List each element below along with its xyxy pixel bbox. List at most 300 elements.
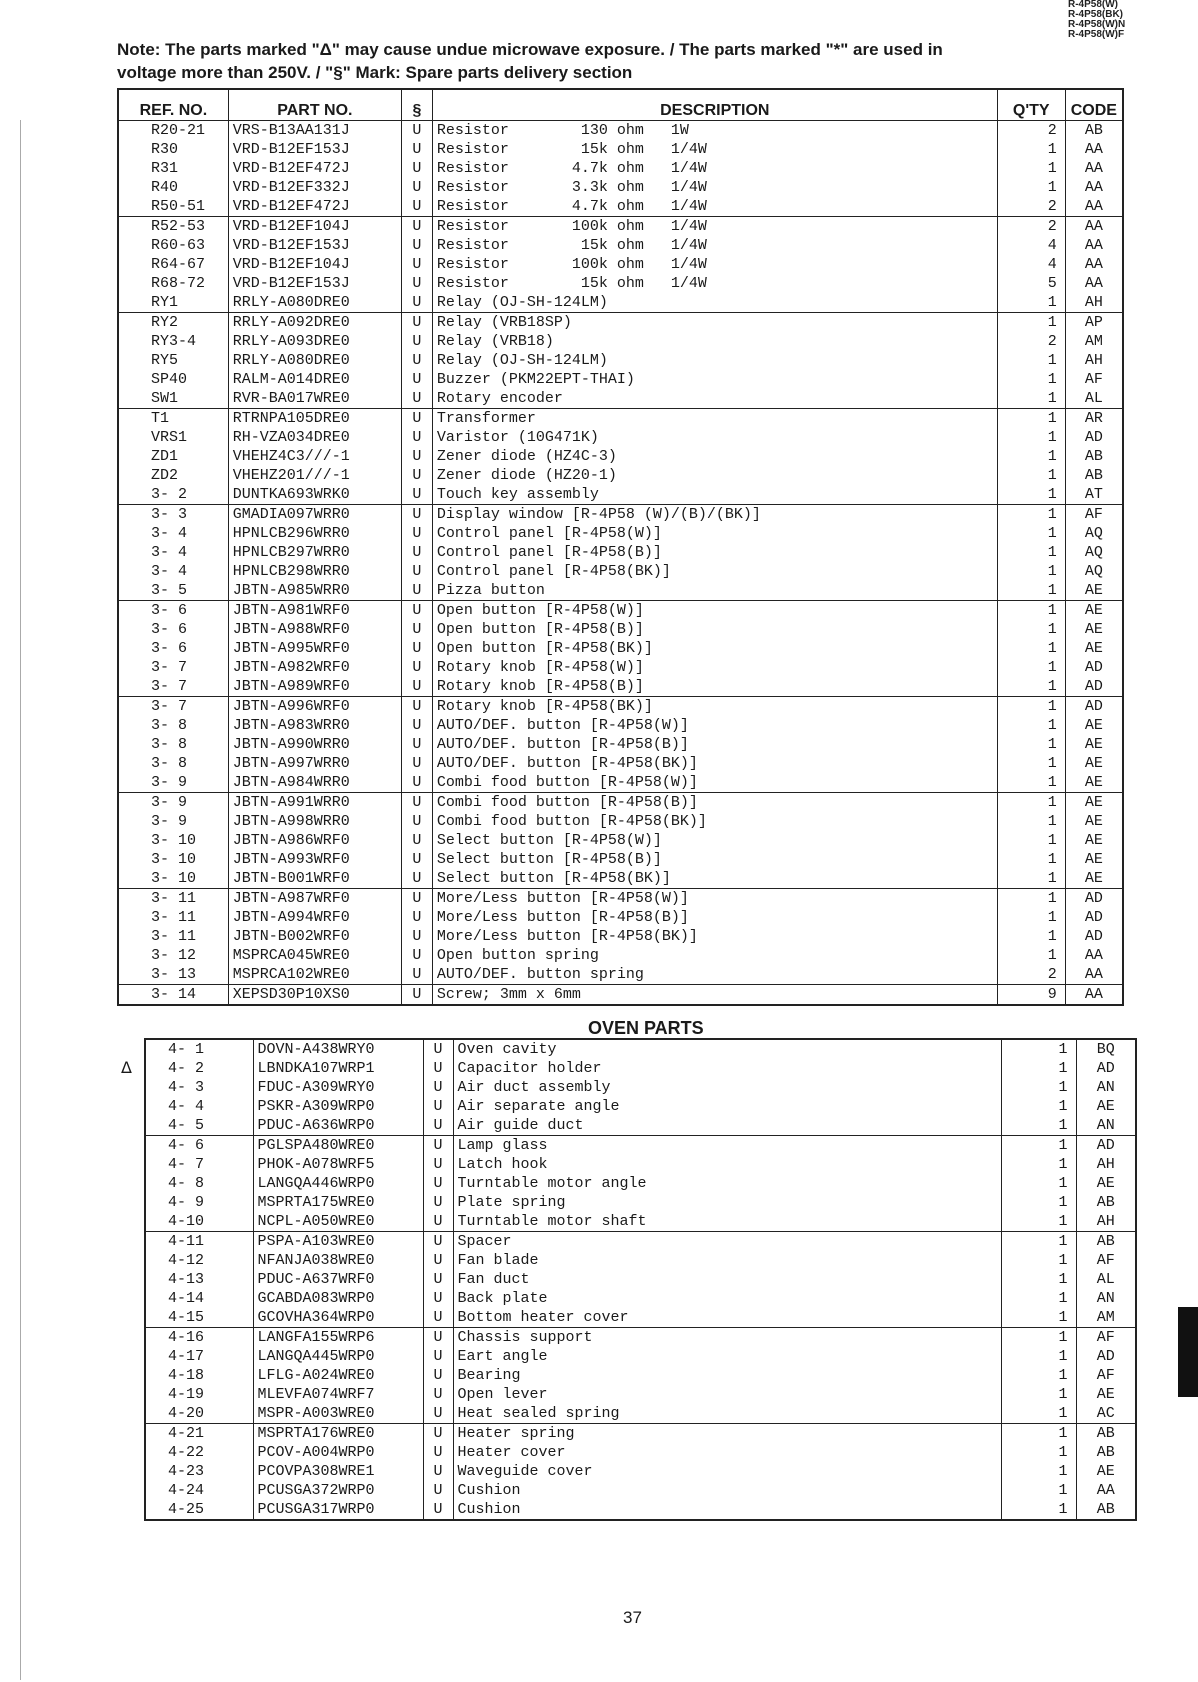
table-row xyxy=(118,658,1123,677)
price-code: AD xyxy=(1065,697,1123,717)
ref-no: 3- 7 xyxy=(118,677,228,697)
table-row xyxy=(145,1404,1136,1424)
quantity: 1 xyxy=(997,658,1065,677)
model-label: R-4P58(BK) xyxy=(1068,9,1124,20)
quantity: 2 xyxy=(997,121,1065,141)
oven-parts-title: OVEN PARTS xyxy=(588,1018,704,1038)
ref-no: ZD1 xyxy=(118,447,228,466)
description: Oven cavity xyxy=(453,1039,1001,1059)
price-code: AE xyxy=(1076,1385,1136,1404)
table-row xyxy=(145,1443,1136,1462)
ref-no: 4-15 xyxy=(145,1308,253,1328)
table-header xyxy=(118,89,1123,121)
table-row xyxy=(118,332,1123,351)
table-row xyxy=(118,850,1123,869)
section-mark: U xyxy=(423,1481,453,1500)
ref-no: 4-21 xyxy=(145,1424,253,1444)
description: Back plate xyxy=(453,1289,1001,1308)
table-row xyxy=(145,1328,1136,1348)
quantity: 5 xyxy=(997,274,1065,293)
table-row xyxy=(145,1039,1136,1059)
part-no: MSPRCA102WRE0 xyxy=(228,965,401,985)
price-code: AD xyxy=(1076,1059,1136,1078)
description: Open button [R-4P58(B)] xyxy=(432,620,997,639)
section-mark: U xyxy=(423,1424,453,1444)
description: Combi food button [R-4P58(W)] xyxy=(432,773,997,793)
table-row xyxy=(145,1251,1136,1270)
price-code: AE xyxy=(1065,754,1123,773)
quantity: 1 xyxy=(1001,1174,1076,1193)
ref-no: R31 xyxy=(118,159,228,178)
section-mark: U xyxy=(423,1193,453,1212)
table-row xyxy=(145,1097,1136,1116)
part-no: JBTN-A989WRF0 xyxy=(228,677,401,697)
ref-no: 4-20 xyxy=(145,1404,253,1424)
description: Buzzer (PKM22EPT-THAI) xyxy=(432,370,997,389)
description: Rotary encoder xyxy=(432,389,997,409)
description: Fan duct xyxy=(453,1270,1001,1289)
note-line-1: Note: The parts marked "Δ" may cause undue microwave exposure. / The parts marked "*" are used in xyxy=(117,40,943,59)
price-code: AE xyxy=(1065,716,1123,735)
section-mark: U xyxy=(401,332,432,351)
description: Heater spring xyxy=(453,1424,1001,1444)
description: Touch key assembly xyxy=(432,485,997,505)
quantity: 1 xyxy=(1001,1078,1076,1097)
description: Waveguide cover xyxy=(453,1462,1001,1481)
quantity: 1 xyxy=(1001,1155,1076,1174)
section-mark: U xyxy=(401,754,432,773)
section-mark: U xyxy=(401,140,432,159)
ref-no: RY3-4 xyxy=(118,332,228,351)
quantity: 1 xyxy=(1001,1347,1076,1366)
col-description: DESCRIPTION xyxy=(432,89,997,121)
description: Heater cover xyxy=(453,1443,1001,1462)
description: More/Less button [R-4P58(BK)] xyxy=(432,927,997,946)
part-no: VRS-B13AA131J xyxy=(228,121,401,141)
table-row xyxy=(145,1174,1136,1193)
quantity: 1 xyxy=(997,409,1065,429)
part-no: VRD-B12EF153J xyxy=(228,274,401,293)
table-body xyxy=(145,1039,1136,1520)
price-code: AE xyxy=(1065,831,1123,850)
price-code: AA xyxy=(1065,178,1123,197)
table-row xyxy=(118,466,1123,485)
quantity: 1 xyxy=(1001,1366,1076,1385)
ref-no: 3- 10 xyxy=(118,869,228,889)
ref-no: 4- 6 xyxy=(145,1136,253,1156)
ref-no: 4-11 xyxy=(145,1232,253,1252)
ref-no: 4- 7 xyxy=(145,1155,253,1174)
section-mark: U xyxy=(423,1212,453,1232)
quantity: 1 xyxy=(1001,1289,1076,1308)
part-no: VRD-B12EF104J xyxy=(228,255,401,274)
quantity: 1 xyxy=(997,581,1065,601)
part-no: VHEHZ201///-1 xyxy=(228,466,401,485)
part-no: JBTN-A983WRR0 xyxy=(228,716,401,735)
table-row xyxy=(118,389,1123,409)
quantity: 1 xyxy=(997,524,1065,543)
ref-no: 4-22 xyxy=(145,1443,253,1462)
ref-no: RY1 xyxy=(118,293,228,313)
part-no: VRD-B12EF153J xyxy=(228,140,401,159)
description: AUTO/DEF. button [R-4P58(W)] xyxy=(432,716,997,735)
price-code: AB xyxy=(1065,466,1123,485)
section-mark: U xyxy=(401,562,432,581)
section-mark: U xyxy=(401,121,432,141)
quantity: 1 xyxy=(1001,1328,1076,1348)
ref-no: 3- 7 xyxy=(118,658,228,677)
table-row xyxy=(118,716,1123,735)
section-mark: U xyxy=(401,812,432,831)
description: Plate spring xyxy=(453,1193,1001,1212)
price-code: AB xyxy=(1065,121,1123,141)
section-mark: U xyxy=(401,869,432,889)
part-no: DOVN-A438WRY0 xyxy=(253,1039,423,1059)
part-no: HPNLCB297WRR0 xyxy=(228,543,401,562)
table-row xyxy=(118,524,1123,543)
section-mark: U xyxy=(423,1462,453,1481)
description: Bearing xyxy=(453,1366,1001,1385)
ref-no: 4-13 xyxy=(145,1270,253,1289)
part-no: FDUC-A309WRY0 xyxy=(253,1078,423,1097)
section-mark: U xyxy=(423,1116,453,1136)
section-mark: U xyxy=(423,1289,453,1308)
description: Resistor 15k ohm 1/4W xyxy=(432,140,997,159)
description: Relay (OJ-SH-124LM) xyxy=(432,351,997,370)
price-code: AH xyxy=(1065,351,1123,370)
ref-no: R30 xyxy=(118,140,228,159)
table-row xyxy=(145,1270,1136,1289)
description: Air separate angle xyxy=(453,1097,1001,1116)
table-row xyxy=(118,639,1123,658)
table-row xyxy=(145,1308,1136,1328)
ref-no: T1 xyxy=(118,409,228,429)
part-no: HPNLCB296WRR0 xyxy=(228,524,401,543)
section-mark: U xyxy=(401,255,432,274)
price-code: AB xyxy=(1076,1500,1136,1520)
section-mark: U xyxy=(423,1039,453,1059)
part-no: VRD-B12EF153J xyxy=(228,236,401,255)
ref-no: R20-21 xyxy=(118,121,228,141)
section-mark: U xyxy=(401,236,432,255)
ref-no: 3- 8 xyxy=(118,716,228,735)
quantity: 1 xyxy=(997,697,1065,717)
price-code: AF xyxy=(1065,370,1123,389)
section-tab-marker xyxy=(1178,1307,1198,1397)
ref-no: R50-51 xyxy=(118,197,228,217)
quantity: 1 xyxy=(1001,1116,1076,1136)
table-row xyxy=(118,217,1123,237)
section-mark: U xyxy=(423,1174,453,1193)
ref-no: 4- 4 xyxy=(145,1097,253,1116)
description: Turntable motor angle xyxy=(453,1174,1001,1193)
description: Rotary knob [R-4P58(B)] xyxy=(432,677,997,697)
ref-no: 4- 8 xyxy=(145,1174,253,1193)
part-no: NCPL-A050WRE0 xyxy=(253,1212,423,1232)
table-row xyxy=(118,351,1123,370)
table-row xyxy=(118,255,1123,274)
ref-no: SP40 xyxy=(118,370,228,389)
table-row xyxy=(118,620,1123,639)
ref-no: 4-17 xyxy=(145,1347,253,1366)
part-no: JBTN-A996WRF0 xyxy=(228,697,401,717)
quantity: 1 xyxy=(1001,1039,1076,1059)
table-row xyxy=(145,1078,1136,1097)
table-row xyxy=(145,1424,1136,1444)
section-mark: U xyxy=(423,1404,453,1424)
ref-no: 3- 12 xyxy=(118,946,228,965)
section-mark: U xyxy=(401,370,432,389)
ref-no: 4- 2 xyxy=(145,1059,253,1078)
part-no: JBTN-A982WRF0 xyxy=(228,658,401,677)
description: Transformer xyxy=(432,409,997,429)
section-mark: U xyxy=(401,159,432,178)
quantity: 1 xyxy=(997,389,1065,409)
description: Control panel [R-4P58(BK)] xyxy=(432,562,997,581)
quantity: 1 xyxy=(1001,1097,1076,1116)
table-row xyxy=(118,543,1123,562)
model-label: R-4P58(W)F xyxy=(1068,29,1125,40)
part-no: PSKR-A309WRP0 xyxy=(253,1097,423,1116)
ref-no: ZD2 xyxy=(118,466,228,485)
description: Open button [R-4P58(BK)] xyxy=(432,639,997,658)
table-row xyxy=(145,1193,1136,1212)
part-no: JBTN-A993WRF0 xyxy=(228,850,401,869)
price-code: AD xyxy=(1065,658,1123,677)
description: More/Less button [R-4P58(B)] xyxy=(432,908,997,927)
part-no: RALM-A014DRE0 xyxy=(228,370,401,389)
table-row xyxy=(145,1366,1136,1385)
quantity: 1 xyxy=(1001,1481,1076,1500)
quantity: 1 xyxy=(997,485,1065,505)
section-mark: U xyxy=(423,1308,453,1328)
note-line-2: voltage more than 250V. / "§" Mark: Spare parts delivery section xyxy=(117,63,633,82)
section-mark: U xyxy=(423,1500,453,1520)
ref-no: 3- 4 xyxy=(118,524,228,543)
price-code: AH xyxy=(1065,293,1123,313)
part-no: GMADIA097WRR0 xyxy=(228,505,401,525)
price-code: AB xyxy=(1065,447,1123,466)
description: Control panel [R-4P58(B)] xyxy=(432,543,997,562)
table-row xyxy=(118,831,1123,850)
price-code: AD xyxy=(1065,927,1123,946)
table-row xyxy=(118,773,1123,793)
table-row xyxy=(118,197,1123,217)
description: Pizza button xyxy=(432,581,997,601)
table-row xyxy=(118,927,1123,946)
part-no: PCUSGA317WRP0 xyxy=(253,1500,423,1520)
table-row xyxy=(118,908,1123,927)
model-label: R-4P58(W)N xyxy=(1068,19,1126,30)
table-row xyxy=(118,485,1123,505)
ref-no: 4-19 xyxy=(145,1385,253,1404)
part-no: MSPR-A003WRE0 xyxy=(253,1404,423,1424)
section-mark: U xyxy=(423,1155,453,1174)
quantity: 1 xyxy=(997,889,1065,909)
price-code: BQ xyxy=(1076,1039,1136,1059)
section-mark: U xyxy=(401,293,432,313)
quantity: 1 xyxy=(997,178,1065,197)
quantity: 2 xyxy=(997,332,1065,351)
ref-no: 3- 10 xyxy=(118,850,228,869)
section-mark: U xyxy=(401,965,432,985)
price-code: AD xyxy=(1065,908,1123,927)
part-no: RH-VZA034DRE0 xyxy=(228,428,401,447)
price-code: AT xyxy=(1065,485,1123,505)
section-mark: U xyxy=(401,773,432,793)
quantity: 1 xyxy=(997,370,1065,389)
part-no: JBTN-B001WRF0 xyxy=(228,869,401,889)
table-row xyxy=(118,946,1123,965)
description: Turntable motor shaft xyxy=(453,1212,1001,1232)
scan-edge xyxy=(20,120,21,1680)
price-code: AE xyxy=(1065,620,1123,639)
description: AUTO/DEF. button [R-4P58(BK)] xyxy=(432,754,997,773)
quantity: 1 xyxy=(1001,1136,1076,1156)
col-quantity: Q'TY xyxy=(997,89,1065,121)
model-list xyxy=(1068,0,1138,40)
quantity: 1 xyxy=(1001,1251,1076,1270)
quantity: 1 xyxy=(1001,1212,1076,1232)
description: Control panel [R-4P58(W)] xyxy=(432,524,997,543)
section-mark: U xyxy=(401,927,432,946)
ref-no: 4- 5 xyxy=(145,1116,253,1136)
description: Rotary knob [R-4P58(BK)] xyxy=(432,697,997,717)
price-code: AF xyxy=(1076,1251,1136,1270)
table-row xyxy=(145,1136,1136,1156)
table-row xyxy=(118,601,1123,621)
description: Resistor 3.3k ohm 1/4W xyxy=(432,178,997,197)
description: Open button spring xyxy=(432,946,997,965)
part-no: VRD-B12EF104J xyxy=(228,217,401,237)
table-row xyxy=(145,1289,1136,1308)
section-mark: U xyxy=(401,409,432,429)
section-mark: U xyxy=(401,581,432,601)
ref-no: 3- 6 xyxy=(118,620,228,639)
quantity: 1 xyxy=(1001,1443,1076,1462)
part-no: JBTN-A990WRR0 xyxy=(228,735,401,754)
ref-no: 3- 4 xyxy=(118,562,228,581)
table-row xyxy=(118,889,1123,909)
quantity: 1 xyxy=(997,754,1065,773)
description: Fan blade xyxy=(453,1251,1001,1270)
table-row xyxy=(118,447,1123,466)
table-row xyxy=(118,677,1123,697)
ref-no: 3- 10 xyxy=(118,831,228,850)
section-mark: U xyxy=(423,1347,453,1366)
quantity: 2 xyxy=(997,197,1065,217)
ref-no: RY5 xyxy=(118,351,228,370)
table-row xyxy=(118,274,1123,293)
price-code: AA xyxy=(1065,965,1123,985)
ref-no: 3- 9 xyxy=(118,793,228,813)
quantity: 1 xyxy=(1001,1404,1076,1424)
col-part-no: PART NO. xyxy=(228,89,401,121)
quantity: 1 xyxy=(997,735,1065,754)
quantity: 2 xyxy=(997,965,1065,985)
part-no: PDUC-A637WRF0 xyxy=(253,1270,423,1289)
table-row xyxy=(118,793,1123,813)
quantity: 1 xyxy=(1001,1270,1076,1289)
description: Zener diode (HZ20-1) xyxy=(432,466,997,485)
table-row xyxy=(118,505,1123,525)
part-no: PCOVPA308WRE1 xyxy=(253,1462,423,1481)
quantity: 1 xyxy=(997,831,1065,850)
ref-no: 4-23 xyxy=(145,1462,253,1481)
quantity: 1 xyxy=(997,850,1065,869)
section-mark: U xyxy=(401,274,432,293)
part-no: XEPSD30P10XS0 xyxy=(228,985,401,1006)
price-code: AD xyxy=(1076,1136,1136,1156)
table-row xyxy=(145,1462,1136,1481)
section-mark: U xyxy=(401,908,432,927)
quantity: 1 xyxy=(997,140,1065,159)
description: Relay (VRB18SP) xyxy=(432,313,997,333)
price-code: AE xyxy=(1065,793,1123,813)
description: Resistor 4.7k ohm 1/4W xyxy=(432,197,997,217)
section-mark: U xyxy=(401,697,432,717)
price-code: AD xyxy=(1065,889,1123,909)
section-mark: U xyxy=(423,1097,453,1116)
part-no: LANGFA155WRP6 xyxy=(253,1328,423,1348)
quantity: 1 xyxy=(997,620,1065,639)
part-no: RRLY-A080DRE0 xyxy=(228,351,401,370)
price-code: AA xyxy=(1065,217,1123,237)
ref-no: R64-67 xyxy=(118,255,228,274)
section-mark: U xyxy=(401,716,432,735)
ref-no: 4-10 xyxy=(145,1212,253,1232)
price-code: AE xyxy=(1065,581,1123,601)
section-mark: U xyxy=(423,1251,453,1270)
quantity: 1 xyxy=(997,351,1065,370)
quantity: 1 xyxy=(997,869,1065,889)
part-no: MSPRTA175WRE0 xyxy=(253,1193,423,1212)
ref-no: R52-53 xyxy=(118,217,228,237)
part-no: JBTN-A981WRF0 xyxy=(228,601,401,621)
price-code: AE xyxy=(1065,812,1123,831)
table-row xyxy=(118,313,1123,333)
quantity: 1 xyxy=(997,677,1065,697)
quantity: 1 xyxy=(997,812,1065,831)
ref-no: 3- 8 xyxy=(118,754,228,773)
part-no: RRLY-A093DRE0 xyxy=(228,332,401,351)
quantity: 1 xyxy=(1001,1308,1076,1328)
section-mark: U xyxy=(401,677,432,697)
part-no: JBTN-A995WRF0 xyxy=(228,639,401,658)
ref-no: 3- 14 xyxy=(118,985,228,1006)
ref-no: 3- 6 xyxy=(118,601,228,621)
ref-no: 3- 8 xyxy=(118,735,228,754)
section-mark: U xyxy=(423,1232,453,1252)
part-no: DUNTKA693WRK0 xyxy=(228,485,401,505)
ref-no: 4-16 xyxy=(145,1328,253,1348)
price-code: AA xyxy=(1065,255,1123,274)
price-code: AH xyxy=(1076,1155,1136,1174)
part-no: HPNLCB298WRR0 xyxy=(228,562,401,581)
table-row xyxy=(118,735,1123,754)
description: AUTO/DEF. button spring xyxy=(432,965,997,985)
section-mark: U xyxy=(401,889,432,909)
description: Varistor (10G471K) xyxy=(432,428,997,447)
description: Bottom heater cover xyxy=(453,1308,1001,1328)
section-mark: U xyxy=(401,466,432,485)
quantity: 1 xyxy=(997,946,1065,965)
ref-no: R40 xyxy=(118,178,228,197)
part-no: LBNDKA107WRP1 xyxy=(253,1059,423,1078)
description: Eart angle xyxy=(453,1347,1001,1366)
quantity: 1 xyxy=(997,601,1065,621)
price-code: AQ xyxy=(1065,543,1123,562)
